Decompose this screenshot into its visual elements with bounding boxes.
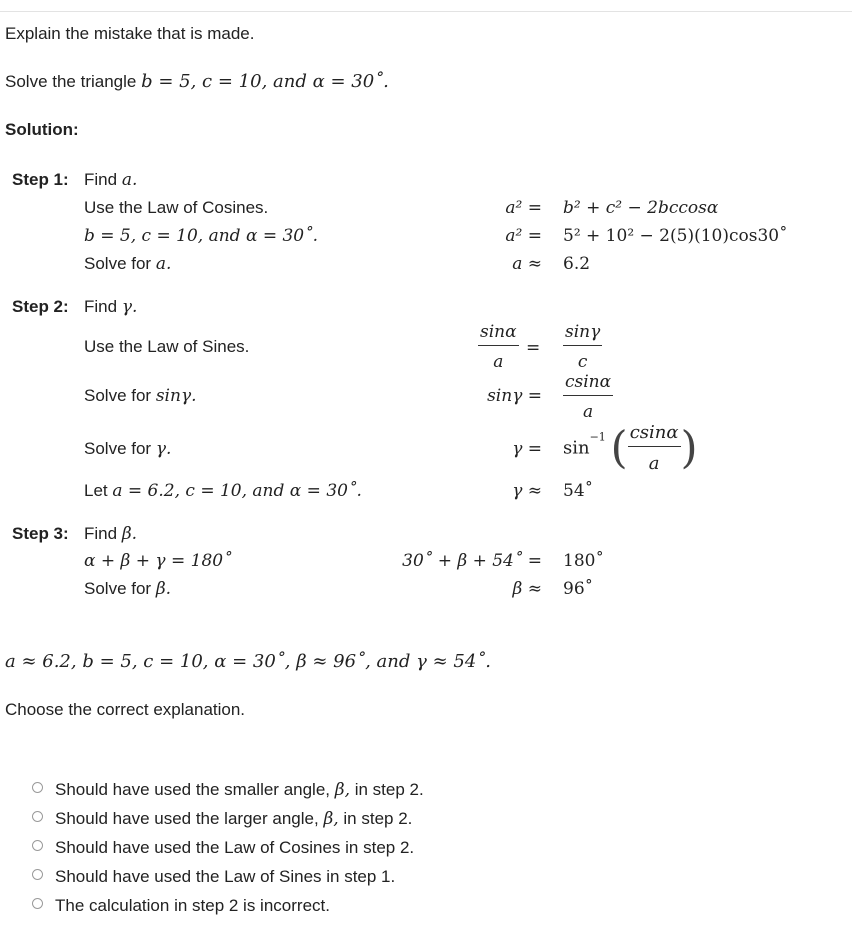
- step1-label: Step 1:: [12, 170, 69, 189]
- step1-line3-text: Solve for: [84, 254, 152, 273]
- right-paren: ): [680, 422, 698, 474]
- step3-label: Step 3:: [12, 524, 69, 543]
- prompt-text: Explain the mistake that is made.: [5, 24, 255, 43]
- step2-line4-text: Let: [84, 481, 108, 500]
- problem-math: b = 5, c = 10, and α = 30˚.: [141, 71, 389, 92]
- solution-label: Solution:: [5, 120, 79, 139]
- option-4-radio[interactable]: [32, 869, 43, 880]
- step2-title: [84, 297, 137, 317]
- step2-title-text: Find: [84, 297, 118, 316]
- step3-line2-text: Solve for: [84, 579, 152, 598]
- option-1[interactable]: [55, 780, 424, 800]
- step2-line3-rhs: [563, 422, 698, 474]
- left-paren: (: [610, 422, 628, 474]
- option-2-radio[interactable]: [32, 811, 43, 822]
- lhs-numerator: sinα: [478, 322, 519, 346]
- option-4[interactable]: [55, 867, 395, 887]
- step2-line4-rhs: 54˚: [563, 481, 594, 501]
- choose-label: Choose the correct explanation.: [5, 700, 246, 719]
- option-5-text: The calculation in step 2 is incorrect.: [55, 896, 330, 915]
- top-divider: [0, 11, 852, 12]
- step2-line1-lhs-fraction: [478, 322, 519, 372]
- step1-line3-var: a.: [155, 254, 172, 274]
- option-4-text: Should have used the Law of Sines in step 1.: [55, 867, 396, 886]
- option-2-post: in step 2.: [343, 809, 413, 828]
- step1-line3-lhs: a ≈: [512, 254, 542, 274]
- rhs-numerator: csinα: [563, 372, 613, 396]
- option-1-post: in step 2.: [354, 780, 424, 799]
- step2-line4-left: [84, 481, 362, 501]
- step3-line1-left: α + β + γ = 180˚: [84, 551, 232, 571]
- rhs-denominator: a: [582, 402, 594, 422]
- step2-line2-var: sinγ.: [155, 386, 197, 406]
- rhs-numerator: sinγ: [563, 322, 602, 346]
- step1-title-text: Find: [84, 170, 118, 189]
- step2-line3-text: Solve for: [84, 439, 152, 458]
- step1-line1-rhs: b² + c² − 2bccosα: [563, 198, 719, 218]
- summary-line: a ≈ 6.2, b = 5, c = 10, α = 30˚, β ≈ 96˚, and γ ≈ 54˚.: [5, 651, 492, 672]
- option-5-radio[interactable]: [32, 898, 43, 909]
- step1-title-var: a.: [121, 170, 138, 190]
- step3-title-text: Find: [84, 524, 118, 543]
- step2-line1-left: Use the Law of Sines.: [84, 337, 250, 356]
- option-2-var: β,: [323, 809, 339, 829]
- rhs-numerator: csinα: [628, 422, 681, 447]
- option-1-text: Should have used the smaller angle,: [55, 780, 331, 799]
- option-3-text: Should have used the Law of Cosines in step 2.: [55, 838, 415, 857]
- step2-line2-lhs: sinγ =: [487, 386, 542, 406]
- lhs-denominator: a: [493, 352, 504, 372]
- option-3-radio[interactable]: [32, 840, 43, 851]
- option-5[interactable]: [55, 896, 330, 916]
- step2-line1-rhs-fraction: [563, 322, 602, 372]
- option-2[interactable]: [55, 809, 412, 829]
- step2-line4-lhs: γ ≈: [512, 481, 542, 501]
- step1-line3-rhs: 6.2: [563, 254, 591, 274]
- step3-line2-rhs: 96˚: [563, 579, 594, 599]
- problem-text: Solve the triangle: [5, 72, 137, 91]
- step1-line1-lhs: a² =: [505, 198, 542, 218]
- step3-line2-left: [84, 579, 171, 599]
- step3-line2-lhs: β ≈: [512, 579, 542, 599]
- step2-line4-math: a = 6.2, c = 10, and α = 30˚.: [112, 481, 362, 501]
- rhs-denominator: a: [648, 453, 660, 474]
- step1-line2-rhs: 5² + 10² − 2(5)(10)cos30˚: [563, 226, 788, 246]
- step3-line1-lhs: 30˚ + β + 54˚ =: [402, 551, 542, 571]
- step2-line3-left: [84, 439, 171, 459]
- step2-line1-eq: =: [526, 338, 541, 358]
- sin-function: sin: [563, 437, 590, 459]
- step2-line2-text: Solve for: [84, 386, 152, 405]
- step1-line1-left: Use the Law of Cosines.: [84, 198, 269, 217]
- option-3[interactable]: [55, 838, 414, 858]
- rhs-denominator: c: [577, 352, 588, 372]
- step3-title-var: β.: [121, 524, 138, 544]
- step1-line3-left: [84, 254, 171, 274]
- step2-line3-lhs: γ =: [512, 439, 542, 459]
- step3-line2-var: β.: [155, 579, 172, 599]
- inverse-exponent: −1: [589, 430, 606, 444]
- step3-line1-rhs: 180˚: [563, 551, 604, 571]
- option-1-radio[interactable]: [32, 782, 43, 793]
- step2-line2-left: [84, 386, 197, 406]
- step2-label: Step 2:: [12, 297, 69, 316]
- step1-title: [84, 170, 137, 190]
- problem-statement: [5, 71, 389, 92]
- option-1-var: β,: [334, 780, 350, 800]
- option-2-text: Should have used the larger angle,: [55, 809, 319, 828]
- step3-title: [84, 524, 137, 544]
- step2-line3-var: γ.: [155, 439, 172, 459]
- step1-line2-left: b = 5, c = 10, and α = 30˚.: [84, 226, 319, 246]
- step2-title-var: γ.: [121, 297, 138, 317]
- step1-line2-lhs: a² =: [505, 226, 542, 246]
- step2-line2-rhs-fraction: [563, 372, 613, 422]
